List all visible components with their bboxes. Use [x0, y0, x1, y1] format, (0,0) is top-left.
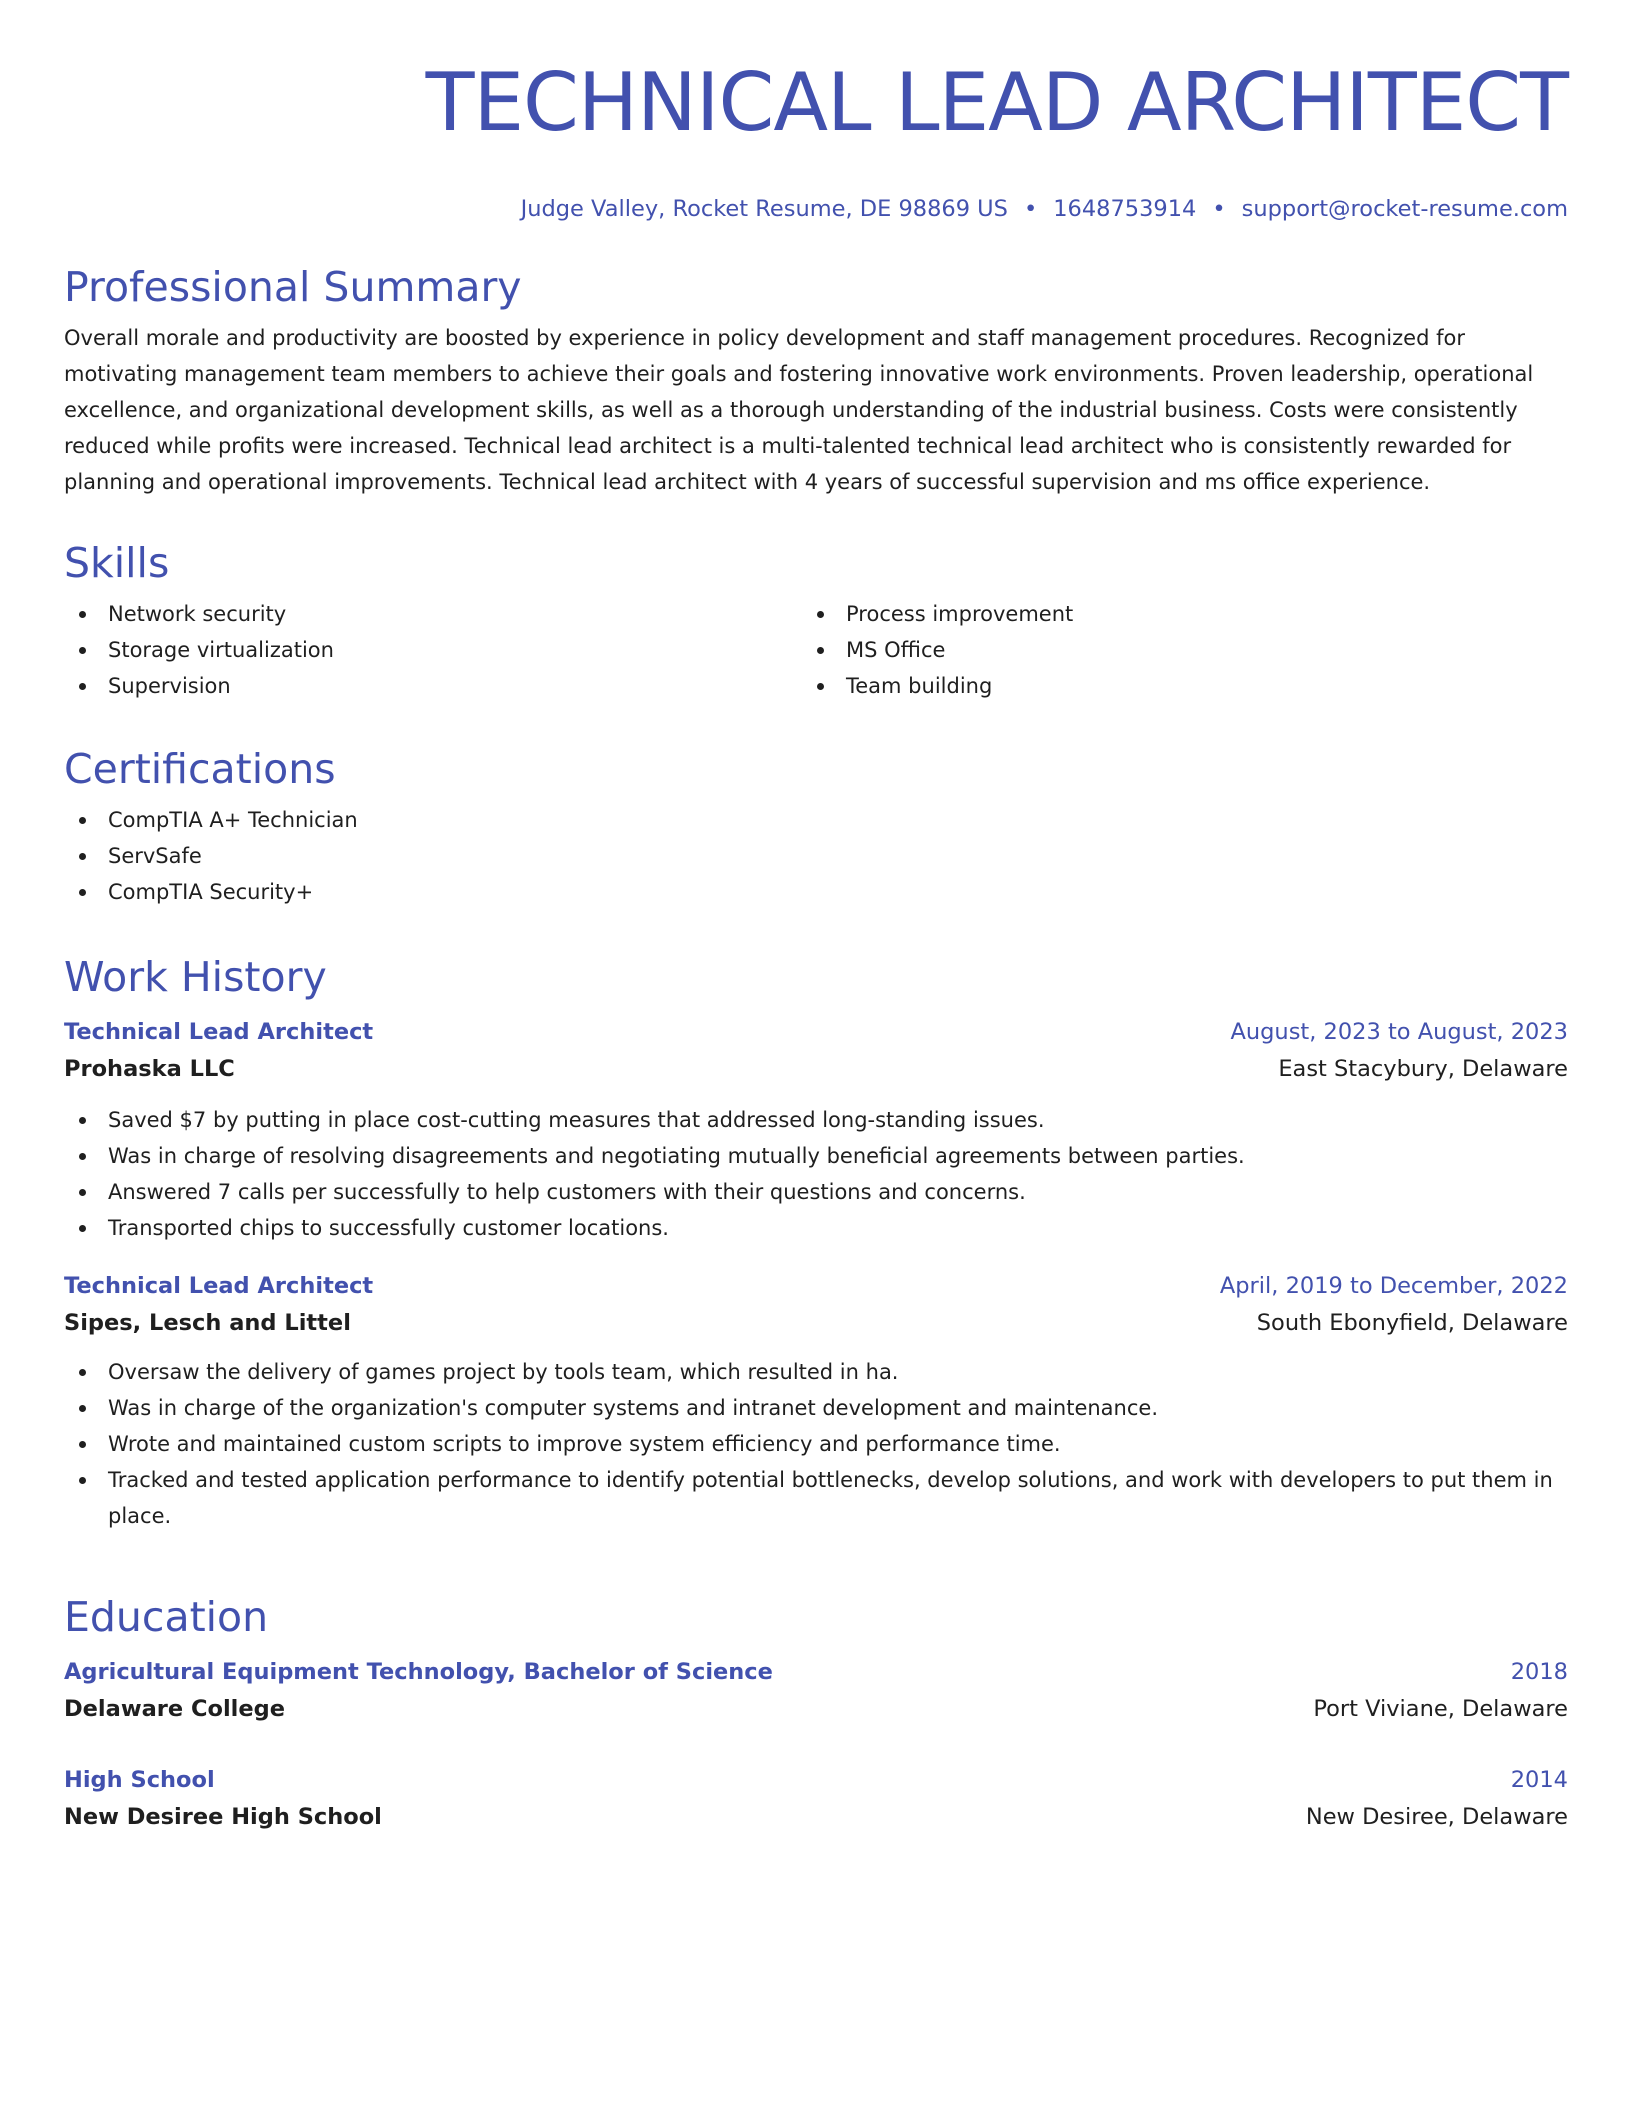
job-entry	[64, 1014, 1568, 1246]
job-title: Technical Lead Architect	[64, 1273, 374, 1299]
work-history-section	[64, 952, 1568, 1534]
education-header-row	[64, 1762, 1568, 1798]
skills-list-left	[64, 596, 802, 704]
job-location: East Stacybury, Delaware	[1278, 1056, 1568, 1082]
job-header-row	[64, 1014, 1568, 1050]
education-school-row	[64, 1798, 1568, 1836]
summary-section	[64, 262, 1568, 500]
job-bullets	[64, 1102, 1568, 1246]
skill-item: MS Office	[802, 632, 1540, 668]
education-header-row	[64, 1654, 1568, 1690]
skill-item: Process improvement	[802, 596, 1540, 632]
contact-line	[64, 194, 1568, 224]
education-year: 2018	[1510, 1659, 1568, 1685]
job-bullet: Was in charge of resolving disagreements and negotiating mutually beneficial agreements between parties.	[64, 1138, 1568, 1174]
contact-separator: •	[1023, 196, 1038, 222]
certifications-section	[64, 744, 1568, 910]
education-school: New Desiree High School	[64, 1804, 382, 1830]
skills-list-right	[802, 596, 1540, 704]
skill-item: Storage virtualization	[64, 632, 802, 668]
job-bullet: Wrote and maintained custom scripts to improve system efficiency and performance time.	[64, 1426, 1568, 1462]
education-year: 2014	[1510, 1767, 1568, 1793]
job-bullets	[64, 1354, 1568, 1534]
education-school: Delaware College	[64, 1696, 286, 1722]
education-degree: Agricultural Equipment Technology, Bachelor of Science	[64, 1659, 773, 1685]
skill-item: Team building	[802, 668, 1540, 704]
summary-text: Overall morale and productivity are boosted by experience in policy development and staff management procedures. Recognized for motivating management team members to achieve their goals and fostering innovative work environments. Proven leadership, operational excellence, and organizational development skills, as well as a thorough understanding of the industrial business. Costs were consistently reduced while profits were increased. Technical lead architect is a multi-talented technical lead architect who is consistently rewarded for planning and operational improvements. Technical lead architect with 4 years of successful supervision and ms office experience.	[64, 326, 1534, 494]
job-dates: August, 2023 to August, 2023	[1230, 1019, 1568, 1045]
education-location: Port Viviane, Delaware	[1313, 1696, 1568, 1722]
certification-item: CompTIA A+ Technician	[64, 802, 1568, 838]
section-heading-skills: Skills	[64, 539, 170, 587]
education-degree: High School	[64, 1767, 215, 1793]
certification-item: CompTIA Security+	[64, 874, 1568, 910]
section-heading-education: Education	[64, 1593, 269, 1641]
education-school-row	[64, 1690, 1568, 1728]
skills-grid	[64, 596, 1568, 704]
job-dates: April, 2019 to December, 2022	[1219, 1273, 1568, 1299]
job-header-row	[64, 1268, 1568, 1304]
certification-item: ServSafe	[64, 838, 1568, 874]
job-company-row	[64, 1304, 1568, 1342]
job-bullet: Tracked and tested application performance to identify potential bottlenecks, develop solutions, and work with developers to put them in place.	[64, 1462, 1568, 1534]
section-heading-certifications: Certifications	[64, 745, 336, 793]
job-company: Prohaska LLC	[64, 1056, 235, 1082]
resume-title: TECHNICAL LEAD ARCHITECT	[425, 56, 1568, 149]
contact-address: Judge Valley, Rocket Resume, DE 98869 US	[520, 196, 1008, 222]
education-entry	[64, 1654, 1568, 1728]
education-entry	[64, 1762, 1568, 1836]
education-location: New Desiree, Delaware	[1305, 1804, 1568, 1830]
job-location: South Ebonyfield, Delaware	[1256, 1310, 1568, 1336]
job-bullet: Saved $7 by putting in place cost-cutting measures that addressed long-standing issues.	[64, 1102, 1568, 1138]
job-title: Technical Lead Architect	[64, 1019, 374, 1045]
contact-phone[interactable]: 1648753914	[1053, 196, 1197, 222]
job-bullet: Oversaw the delivery of games project by tools team, which resulted in ha.	[64, 1354, 1568, 1390]
education-section	[64, 1592, 1568, 1836]
skill-item: Supervision	[64, 668, 802, 704]
job-bullet: Transported chips to successfully customer locations.	[64, 1210, 1568, 1246]
contact-separator: •	[1212, 196, 1226, 222]
job-company: Sipes, Lesch and Littel	[64, 1310, 351, 1336]
job-bullet: Answered 7 calls per successfully to help customers with their questions and concerns.	[64, 1174, 1568, 1210]
resume-header	[64, 0, 1568, 224]
section-heading-work-history: Work History	[64, 953, 327, 1001]
section-heading-summary: Professional Summary	[64, 263, 522, 311]
certifications-list	[64, 802, 1568, 910]
skills-column-right	[802, 596, 1540, 704]
job-bullet: Was in charge of the organization's computer systems and intranet development and maintenance.	[64, 1390, 1568, 1426]
skills-column-left	[64, 596, 802, 704]
job-company-row	[64, 1050, 1568, 1088]
contact-email[interactable]: support@rocket-resume.com	[1241, 196, 1568, 222]
job-entry	[64, 1268, 1568, 1534]
skill-item: Network security	[64, 596, 802, 632]
skills-section	[64, 538, 1568, 704]
